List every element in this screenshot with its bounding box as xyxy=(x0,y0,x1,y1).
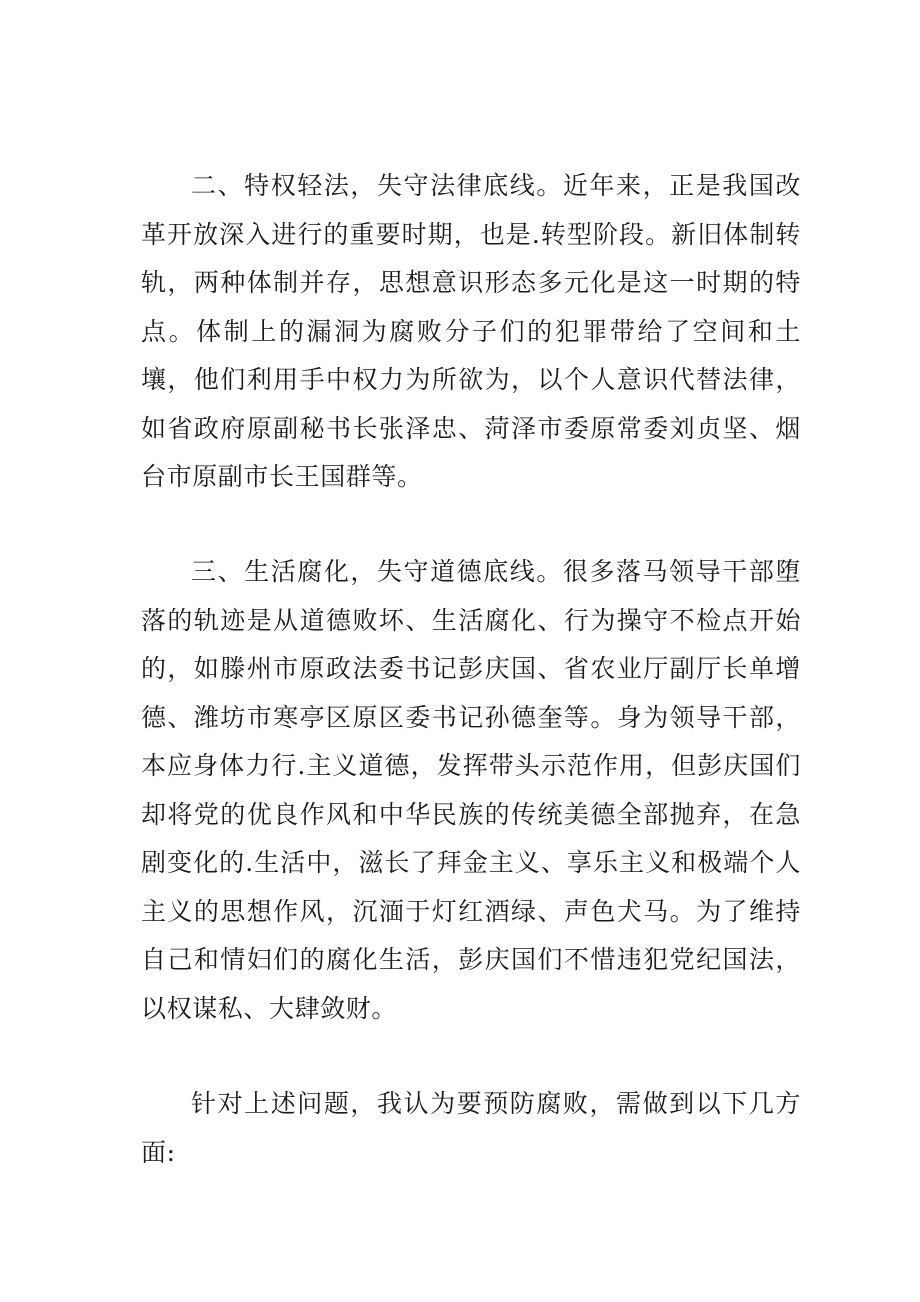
paragraph-prevention-intro: 针对上述问题，我认为要预防腐败，需做到以下几方面: xyxy=(141,1089,801,1167)
paragraph-privilege-over-law: 二、特权轻法，失守法律底线。近年来，正是我国改革开放深入进行的重要时期，也是.转型阶段。新旧体制转轨，两种体制并存，思想意识形态多元化是这一时期的特点。体制上的漏洞为腐败分子们的犯罪带给了空间和土壤，他们利用手中权力为所欲为，以个人意识代替法律，如省政府原副秘书长张泽忠、菏泽市委原常委刘贞坚、烟台市原副市长王国群等。 xyxy=(141,171,801,491)
paragraph-moral-decay: 三、生活腐化，失守道德底线。很多落马领导干部堕落的轨迹是从道德败坏、生活腐化、行为操守不检点开始的，如滕州市原政法委书记彭庆国、省农业厅副厅长单增德、潍坊市寒亭区原区委书记孙德奎等。身为领导干部，本应身体力行.主义道德，发挥带头示范作用，但彭庆国们却将党的优良作风和中华民族的传统美德全部抛弃，在急剧变化的.生活中，滋长了拜金主义、享乐主义和极端个人主义的思想作风，沉湎于灯红酒绿、声色犬马。为了维持自己和情妇们的腐化生活，彭庆国们不惜违犯党纪国法，以权谋私、大肆敛财。 xyxy=(141,557,801,1023)
